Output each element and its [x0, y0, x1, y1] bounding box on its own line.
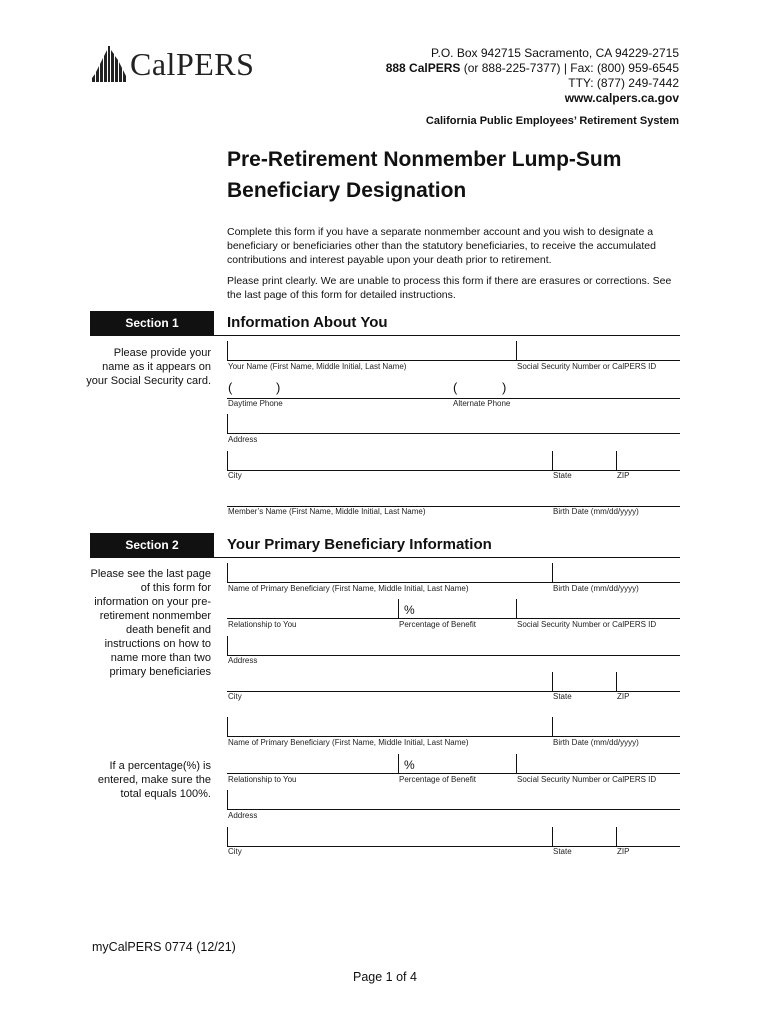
member-name-label: Member’s Name (First Name, Middle Initial, Last Name)	[228, 507, 426, 516]
beneficiary1-state-field[interactable]	[552, 672, 617, 692]
beneficiary2-name-label: Name of Primary Beneficiary (First Name, Middle Initial, Last Name)	[228, 738, 469, 747]
beneficiary2-zip-label: ZIP	[617, 847, 630, 856]
daytime-phone-label: Daytime Phone	[228, 399, 283, 408]
beneficiary2-relationship-label: Relationship to You	[228, 775, 297, 784]
beneficiary1-state-label: State	[553, 692, 572, 701]
address-field[interactable]	[227, 414, 680, 434]
alternate-phone-field[interactable]	[452, 379, 680, 399]
section2-rule	[214, 557, 680, 558]
phone-bold: 888 CalPERS	[385, 61, 461, 75]
beneficiary1-percentage-field[interactable]	[398, 599, 517, 619]
ssn-label: Social Security Number or CalPERS ID	[517, 362, 657, 371]
beneficiary2-ssn-field[interactable]	[516, 754, 680, 774]
beneficiary2-name-field[interactable]	[227, 717, 553, 737]
beneficiary2-percentage-field[interactable]	[398, 754, 517, 774]
alternate-area-close: )	[502, 380, 507, 395]
logo-text: CalPERS	[130, 46, 255, 82]
beneficiary2-city-field[interactable]	[227, 827, 553, 847]
member-birth-field[interactable]	[552, 487, 680, 507]
beneficiary1-zip-label: ZIP	[617, 692, 630, 701]
state-field[interactable]	[552, 451, 617, 471]
beneficiary2-state-label: State	[553, 847, 572, 856]
form-title	[227, 144, 687, 206]
page-number: Page 1 of 4	[353, 970, 417, 984]
member-birth-label: Birth Date (mm/dd/yyyy)	[553, 507, 639, 516]
beneficiary2-birth-label: Birth Date (mm/dd/yyyy)	[553, 738, 639, 747]
section1-tab: Section 1	[90, 311, 214, 336]
your-name-field[interactable]	[227, 341, 517, 361]
phone-rest: (or 888-225-7377) | Fax: (800) 959-6545	[460, 61, 679, 75]
form-title-line1: Pre-Retirement Nonmember Lump-Sum	[227, 148, 622, 171]
address-label: Address	[228, 435, 258, 444]
contact-block	[386, 46, 679, 106]
beneficiary1-percentage-label: Percentage of Benefit	[399, 620, 476, 629]
zip-field[interactable]	[616, 451, 680, 471]
alternate-phone-label: Alternate Phone	[453, 399, 511, 408]
your-name-label: Your Name (First Name, Middle Initial, Last Name)	[228, 362, 407, 371]
beneficiary2-relationship-field[interactable]	[227, 754, 399, 774]
beneficiary1-city-label: City	[228, 692, 242, 701]
section1-note: Please provide your name as it appears on your Social Security card.	[86, 347, 211, 387]
org-name: California Public Employees’ Retirement System	[425, 115, 679, 127]
tty-line: TTY: (877) 249-7442	[568, 76, 679, 90]
calpers-logo-icon	[90, 44, 130, 86]
percentage-note: If a percentage(%) is entered, make sure the total equals 100%.	[97, 760, 211, 800]
beneficiary2-percent-symbol: %	[404, 758, 415, 772]
beneficiary2-state-field[interactable]	[552, 827, 617, 847]
beneficiary1-ssn-field[interactable]	[516, 599, 680, 619]
alternate-area-open: (	[453, 380, 458, 395]
beneficiary1-zip-field[interactable]	[616, 672, 680, 692]
section2-tab: Section 2	[90, 533, 214, 558]
section2-note: Please see the last page of this form for information on your pre-retirement nonmember death benefit and instructions on how to name more than two primary beneficiaries	[90, 568, 211, 678]
beneficiary2-zip-field[interactable]	[616, 827, 680, 847]
beneficiary1-relationship-label: Relationship to You	[228, 620, 297, 629]
section1-rule	[214, 335, 680, 336]
beneficiary1-relationship-field[interactable]	[227, 599, 399, 619]
intro-text	[227, 225, 687, 309]
beneficiary2-city-label: City	[228, 847, 242, 856]
calpers-logo	[90, 44, 260, 86]
beneficiary1-name-field[interactable]	[227, 563, 553, 583]
beneficiary1-birth-field[interactable]	[552, 563, 680, 583]
beneficiary1-city-field[interactable]	[227, 672, 553, 692]
beneficiary1-birth-label: Birth Date (mm/dd/yyyy)	[553, 584, 639, 593]
section1-title: Information About You	[227, 314, 388, 331]
daytime-area-open: (	[228, 380, 233, 395]
daytime-area-close: )	[276, 380, 281, 395]
beneficiary1-address-field[interactable]	[227, 636, 680, 656]
intro-paragraph-1: Complete this form if you have a separate nonmember account and you wish to designate a beneficiary or beneficiaries other than the statutory beneficiaries, to receive the accumulated contributions and interest payable upon your death prior to retirement.	[227, 226, 656, 266]
form-title-line2: Beneficiary Designation	[227, 179, 467, 202]
beneficiary1-address-label: Address	[228, 656, 258, 665]
beneficiary1-percent-symbol: %	[404, 603, 415, 617]
city-label: City	[228, 471, 242, 480]
beneficiary2-percentage-label: Percentage of Benefit	[399, 775, 476, 784]
intro-paragraph-2: Please print clearly. We are unable to process this form if there are erasures or corrections. See the last page of this form for detailed instructions.	[227, 275, 672, 301]
address-line: P.O. Box 942715 Sacramento, CA 94229-2715	[431, 46, 679, 60]
beneficiary1-name-label: Name of Primary Beneficiary (First Name, Middle Initial, Last Name)	[228, 584, 469, 593]
beneficiary2-birth-field[interactable]	[552, 717, 680, 737]
city-field[interactable]	[227, 451, 553, 471]
member-name-field[interactable]	[227, 487, 553, 507]
beneficiary1-ssn-label: Social Security Number or CalPERS ID	[517, 620, 657, 629]
phone-line	[386, 61, 679, 76]
zip-label: ZIP	[617, 471, 630, 480]
daytime-phone-field[interactable]	[227, 379, 453, 399]
state-label: State	[553, 471, 572, 480]
ssn-field[interactable]	[516, 341, 680, 361]
beneficiary2-ssn-label: Social Security Number or CalPERS ID	[517, 775, 657, 784]
beneficiary2-address-field[interactable]	[227, 790, 680, 810]
section2-title: Your Primary Beneficiary Information	[227, 536, 492, 553]
form-id: myCalPERS 0774 (12/21)	[92, 940, 236, 954]
website-line[interactable]: www.calpers.ca.gov	[564, 91, 679, 105]
beneficiary2-address-label: Address	[228, 811, 258, 820]
